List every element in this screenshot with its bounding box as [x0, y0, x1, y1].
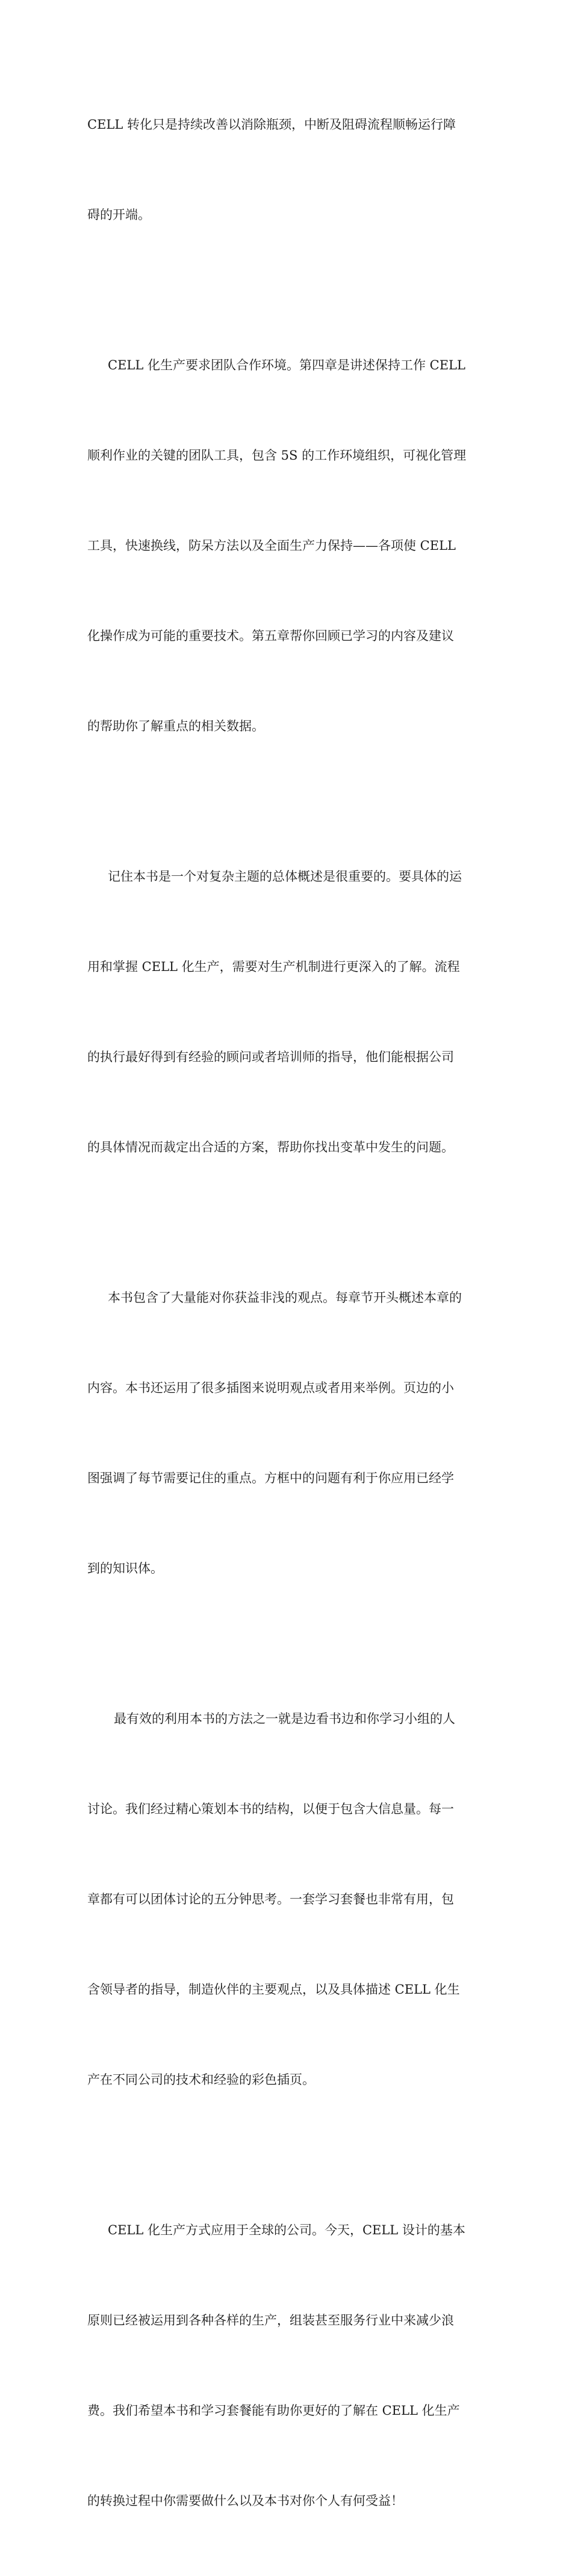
text-line: 工具，快速换线，防呆方法以及全面生产力保持——各项使 CELL [87, 538, 456, 553]
text-line: 到的知识体。 [87, 1561, 163, 1576]
text-line: CELL 化生产方式应用于全球的公司。今天，CELL 设计的基本 [108, 2223, 465, 2237]
text-line: 讨论。我们经过精心策划本书的结构，以便于包含大信息量。每一 [87, 1802, 454, 1816]
text-line: 的具体情况而裁定出合适的方案，帮助你找出变革中发生的问题。 [87, 1140, 454, 1154]
text-line: 最有效的利用本书的方法之一就是边看书边和你学习小组的人 [114, 1712, 455, 1726]
paragraph-4 [87, 1222, 488, 1644]
paragraph-6 [87, 2155, 488, 2576]
paragraph-2 [87, 290, 488, 801]
document-body [87, 49, 488, 2576]
text-line: 的执行最好得到有经验的顾问或者培训师的指导，他们能根据公司 [87, 1050, 454, 1064]
text-line: CELL 化生产要求团队合作环境。第四章是讲述保持工作 CELL [108, 358, 465, 372]
text-line: 本书包含了大量能对你获益非浅的观点。每章节开头概述本章的 [108, 1290, 462, 1305]
text-line: 记住本书是一个对复杂主题的总体概述是很重要的。要具体的运 [108, 869, 462, 884]
text-line: 费。我们希望本书和学习套餐能有助你更好的了解在 CELL 化生产 [87, 2403, 460, 2418]
text-line: 原则已经被运用到各种各样的生产，组装甚至服务行业中来减少浪 [87, 2313, 454, 2328]
text-line: 碍的开端。 [87, 208, 151, 222]
paragraph-1 [87, 49, 488, 290]
text-line: 内容。本书还运用了很多插图来说明观点或者用来举例。页边的小 [87, 1381, 454, 1395]
text-line: 产在不同公司的技术和经验的彩色插页。 [87, 2072, 315, 2087]
text-line: 顺利作业的关键的团队工具，包含 5S 的工作环境组织，可视化管理 [87, 448, 467, 463]
text-line: 含领导者的指导，制造伙伴的主要观点，以及具体描述 CELL 化生 [87, 1982, 460, 1997]
text-line: 的帮助你了解重点的相关数据。 [87, 719, 264, 733]
text-line: 化操作成为可能的重要技术。第五章帮你回顾已学习的内容及建议 [87, 629, 454, 643]
paragraph-3 [87, 801, 488, 1222]
text-line: 用和掌握 CELL 化生产，需要对生产机制进行更深入的了解。流程 [87, 960, 460, 974]
text-line: 章都有可以团体讨论的五分钟思考。一套学习套餐也非常有用，包 [87, 1892, 454, 1906]
text-line: 的转换过程中你需要做什么以及本书对你个人有何受益！ [87, 2494, 403, 2508]
text-line: 图强调了每节需要记住的重点。方框中的问题有利于你应用已经学 [87, 1471, 454, 1485]
paragraph-5 [87, 1644, 488, 2155]
text-line: CELL 转化只是持续改善以消除瓶颈，中断及阻碍流程顺畅运行障 [87, 117, 456, 132]
